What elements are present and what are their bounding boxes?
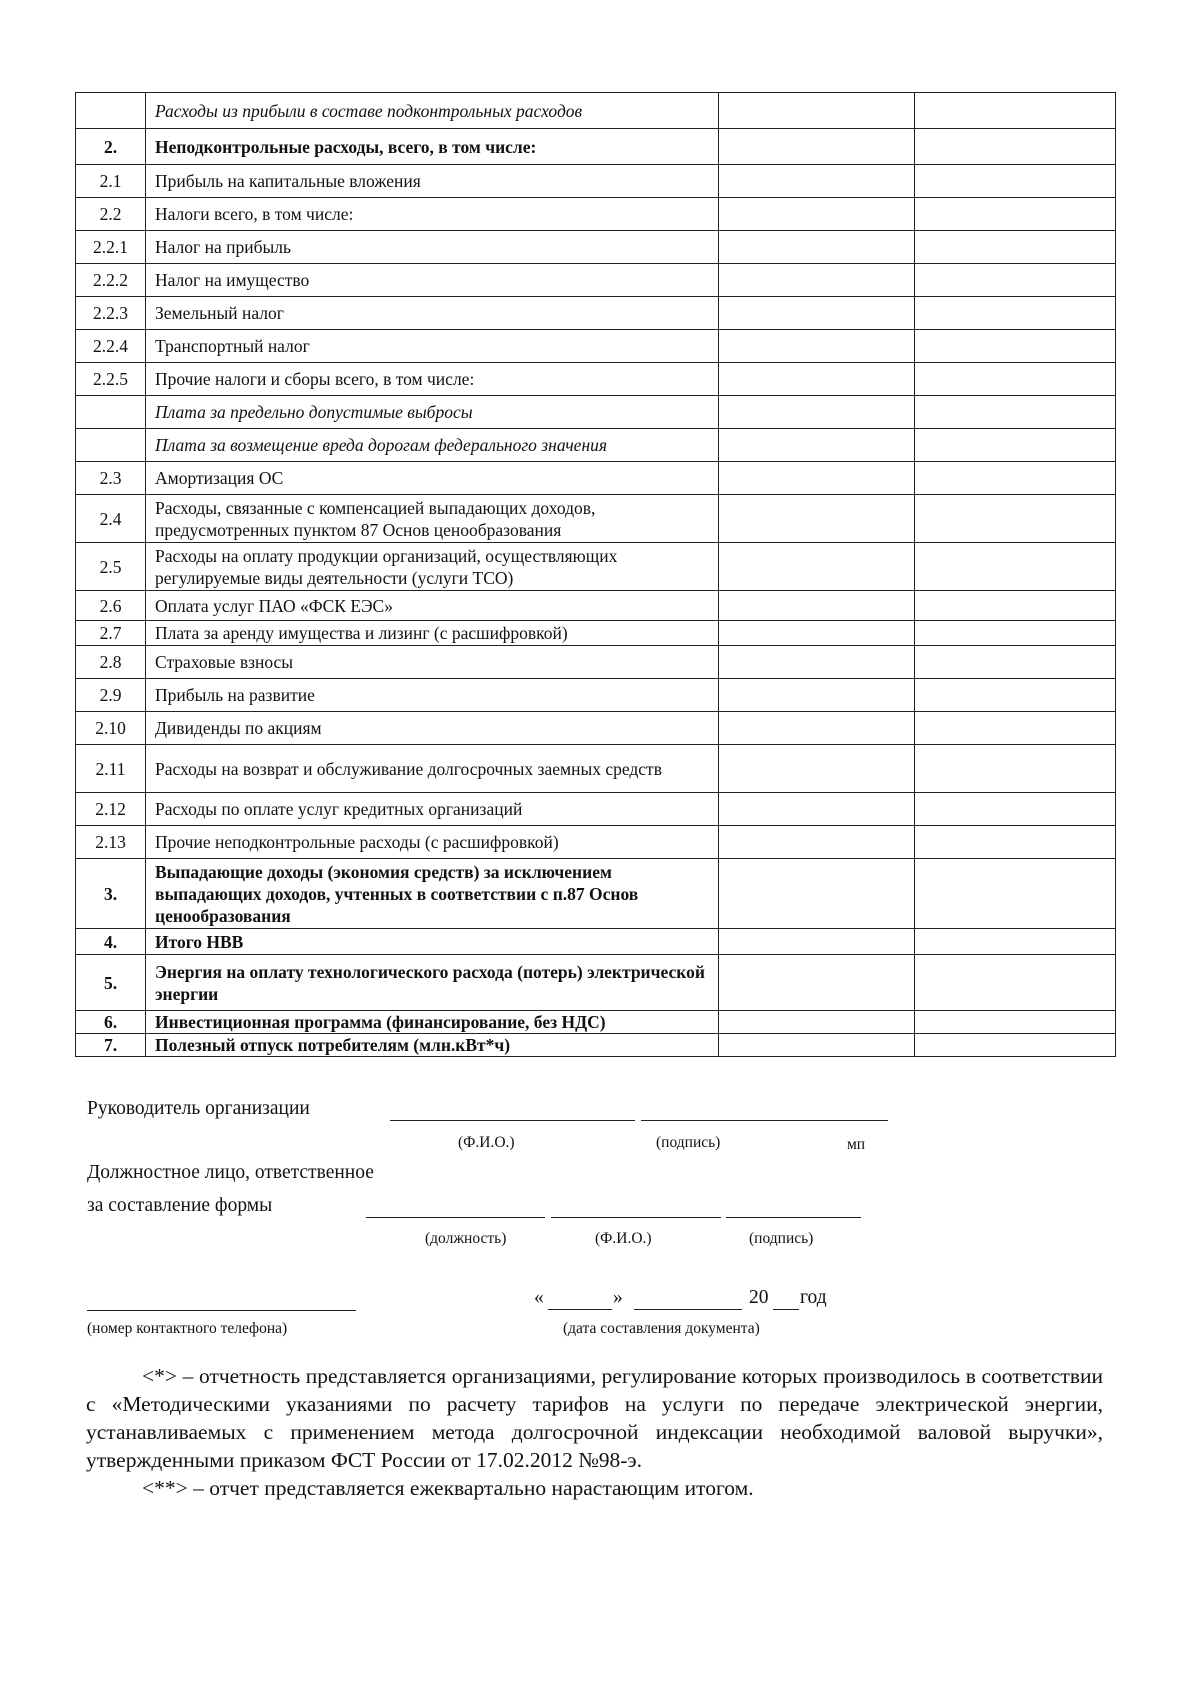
value-cell-1[interactable] [719, 363, 915, 396]
value-cell-1[interactable] [719, 1011, 915, 1034]
footnote-2: <**> – отчет представляется ежеквартально нарастающим итогом. [142, 1476, 754, 1500]
value-cell-2[interactable] [915, 712, 1116, 745]
value-cell-2[interactable] [915, 165, 1116, 198]
report-table-body [76, 93, 1116, 1057]
table-row [76, 793, 1116, 826]
table-row [76, 646, 1116, 679]
row-name: Плата за аренду имущества и лизинг (с расшифровкой) [146, 621, 719, 646]
official-label-line1: Должностное лицо, ответственное [87, 1162, 374, 1183]
official-sign-line[interactable] [726, 1217, 861, 1218]
date-close-quote: » [613, 1287, 623, 1308]
head-fio-caption: (Ф.И.О.) [458, 1134, 515, 1151]
date-day-line[interactable] [548, 1309, 612, 1310]
year-suffix: год [800, 1287, 827, 1308]
value-cell-2[interactable] [915, 429, 1116, 462]
value-cell-1[interactable] [719, 165, 915, 198]
row-number: 2.10 [76, 712, 146, 745]
row-number: 5. [76, 955, 146, 1011]
value-cell-2[interactable] [915, 129, 1116, 165]
row-name: Энергия на оплату технологического расхода (потерь) электрической энергии [146, 955, 719, 1011]
value-cell-2[interactable] [915, 621, 1116, 646]
row-number: 2.2.4 [76, 330, 146, 363]
row-number: 2.11 [76, 745, 146, 793]
value-cell-1[interactable] [719, 429, 915, 462]
value-cell-1[interactable] [719, 679, 915, 712]
row-number: 2.2.2 [76, 264, 146, 297]
row-number: 2.4 [76, 495, 146, 543]
table-row [76, 955, 1116, 1011]
value-cell-1[interactable] [719, 745, 915, 793]
table-row [76, 543, 1116, 591]
row-number: 2.2.5 [76, 363, 146, 396]
row-number: 2.2.1 [76, 231, 146, 264]
report-table [75, 92, 1116, 1057]
table-row [76, 231, 1116, 264]
value-cell-1[interactable] [719, 793, 915, 826]
table-row [76, 495, 1116, 543]
table-row [76, 396, 1116, 429]
row-number: 2. [76, 129, 146, 165]
table-row [76, 93, 1116, 129]
head-fio-line[interactable] [390, 1120, 635, 1121]
value-cell-1[interactable] [719, 264, 915, 297]
table-row [76, 826, 1116, 859]
row-number: 2.2.3 [76, 297, 146, 330]
value-cell-2[interactable] [915, 297, 1116, 330]
row-name: Налоги всего, в том числе: [146, 198, 719, 231]
row-name: Дивиденды по акциям [146, 712, 719, 745]
row-name: Плата за возмещение вреда дорогам федерального значения [146, 429, 719, 462]
row-name: Расходы на оплату продукции организаций, осуществляющих регулируемые виды деятельности (услуги ТСО) [146, 543, 719, 591]
value-cell-1[interactable] [719, 462, 915, 495]
position-caption: (должность) [425, 1230, 507, 1247]
value-cell-2[interactable] [915, 363, 1116, 396]
row-number: 2.2 [76, 198, 146, 231]
value-cell-2[interactable] [915, 93, 1116, 129]
table-row [76, 462, 1116, 495]
row-number [76, 429, 146, 462]
row-number: 2.3 [76, 462, 146, 495]
phone-caption: (номер контактного телефона) [87, 1320, 288, 1337]
official-fio-caption: (Ф.И.О.) [595, 1230, 652, 1247]
row-number: 6. [76, 1011, 146, 1034]
row-number: 7. [76, 1034, 146, 1057]
value-cell-1[interactable] [719, 646, 915, 679]
row-name: Транспортный налог [146, 330, 719, 363]
value-cell-2[interactable] [915, 793, 1116, 826]
row-name: Инвестиционная программа (финансирование, без НДС) [146, 1011, 719, 1034]
table-row [76, 297, 1116, 330]
row-number: 4. [76, 929, 146, 955]
table-row [76, 929, 1116, 955]
value-cell-2[interactable] [915, 955, 1116, 1011]
value-cell-1[interactable] [719, 396, 915, 429]
value-cell-1[interactable] [719, 495, 915, 543]
row-number: 2.5 [76, 543, 146, 591]
value-cell-2[interactable] [915, 396, 1116, 429]
row-name: Итого НВВ [146, 929, 719, 955]
row-name: Выпадающие доходы (экономия средств) за исключением выпадающих доходов, учтенных в соответствии с п.87 Основ ценообразования [146, 859, 719, 929]
date-year-line[interactable] [773, 1309, 799, 1310]
table-row [76, 859, 1116, 929]
year-prefix: 20 [749, 1287, 769, 1308]
row-number [76, 396, 146, 429]
date-open-quote: « [534, 1287, 544, 1308]
row-number: 2.8 [76, 646, 146, 679]
value-cell-1[interactable] [719, 929, 915, 955]
value-cell-2[interactable] [915, 1011, 1116, 1034]
value-cell-1[interactable] [719, 93, 915, 129]
row-name: Полезный отпуск потребителям (млн.кВт*ч) [146, 1034, 719, 1057]
table-row [76, 429, 1116, 462]
date-caption: (дата составления документа) [563, 1320, 760, 1337]
phone-line[interactable] [87, 1310, 356, 1311]
row-name: Расходы на возврат и обслуживание долгосрочных заемных средств [146, 745, 719, 793]
row-name: Расходы по оплате услуг кредитных организаций [146, 793, 719, 826]
row-number: 2.1 [76, 165, 146, 198]
value-cell-2[interactable] [915, 745, 1116, 793]
value-cell-1[interactable] [719, 543, 915, 591]
value-cell-1[interactable] [719, 198, 915, 231]
value-cell-2[interactable] [915, 646, 1116, 679]
row-name: Расходы из прибыли в составе подконтрольных расходов [146, 93, 719, 129]
value-cell-2[interactable] [915, 591, 1116, 621]
row-number: 2.13 [76, 826, 146, 859]
row-number: 2.9 [76, 679, 146, 712]
row-number: 2.12 [76, 793, 146, 826]
table-row [76, 745, 1116, 793]
row-name: Амортизация ОС [146, 462, 719, 495]
table-row [76, 1034, 1116, 1057]
value-cell-2[interactable] [915, 495, 1116, 543]
table-row [76, 363, 1116, 396]
row-name: Налог на прибыль [146, 231, 719, 264]
table-row [76, 591, 1116, 621]
value-cell-2[interactable] [915, 679, 1116, 712]
value-cell-2[interactable] [915, 330, 1116, 363]
row-number [76, 93, 146, 129]
head-sign-line[interactable] [641, 1120, 888, 1121]
row-name: Оплата услуг ПАО «ФСК ЕЭС» [146, 591, 719, 621]
official-fio-line[interactable] [551, 1217, 721, 1218]
value-cell-1[interactable] [719, 330, 915, 363]
row-name: Прибыль на капитальные вложения [146, 165, 719, 198]
head-label: Руководитель организации [87, 1098, 310, 1119]
value-cell-1[interactable] [719, 297, 915, 330]
head-sign-caption: (подпись) [656, 1134, 721, 1151]
table-row [76, 264, 1116, 297]
table-row [76, 198, 1116, 231]
row-name: Прочие неподконтрольные расходы (с расшифровкой) [146, 826, 719, 859]
value-cell-1[interactable] [719, 591, 915, 621]
value-cell-2[interactable] [915, 859, 1116, 929]
value-cell-1[interactable] [719, 231, 915, 264]
value-cell-1[interactable] [719, 712, 915, 745]
value-cell-1[interactable] [719, 955, 915, 1011]
value-cell-2[interactable] [915, 231, 1116, 264]
table-row [76, 129, 1116, 165]
table-row [76, 712, 1116, 745]
row-number: 2.7 [76, 621, 146, 646]
row-name: Неподконтрольные расходы, всего, в том числе: [146, 129, 719, 165]
value-cell-2[interactable] [915, 543, 1116, 591]
official-sign-caption: (подпись) [749, 1230, 814, 1247]
value-cell-1[interactable] [719, 859, 915, 929]
table-row [76, 1011, 1116, 1034]
value-cell-1[interactable] [719, 129, 915, 165]
row-number: 2.6 [76, 591, 146, 621]
value-cell-2[interactable] [915, 264, 1116, 297]
footnote-1: <*> – отчетность представляется организациями, регулирование которых производилось в соответствии с «Методическими указаниями по расчету тарифов на услуги по передаче электрической энергии, устанавливаемых с применением метода долгосрочной индексации необходимой валовой выручки», утвержденными приказом ФСТ России от 17.02.2012 №98-э. [86, 1364, 1103, 1472]
official-position-line[interactable] [366, 1217, 545, 1218]
row-name: Страховые взносы [146, 646, 719, 679]
value-cell-1[interactable] [719, 621, 915, 646]
value-cell-2[interactable] [915, 929, 1116, 955]
value-cell-2[interactable] [915, 198, 1116, 231]
row-name: Налог на имущество [146, 264, 719, 297]
table-row [76, 165, 1116, 198]
value-cell-1[interactable] [719, 1034, 915, 1057]
row-number: 3. [76, 859, 146, 929]
row-name: Плата за предельно допустимые выбросы [146, 396, 719, 429]
date-month-line[interactable] [634, 1309, 742, 1310]
row-name: Расходы, связанные с компенсацией выпадающих доходов, предусмотренных пунктом 87 Основ ценообразования [146, 495, 719, 543]
table-row [76, 679, 1116, 712]
footnotes [86, 1362, 1103, 1502]
value-cell-2[interactable] [915, 462, 1116, 495]
mp-caption: мп [847, 1136, 866, 1153]
row-name: Прибыль на развитие [146, 679, 719, 712]
value-cell-2[interactable] [915, 826, 1116, 859]
value-cell-1[interactable] [719, 826, 915, 859]
row-name: Прочие налоги и сборы всего, в том числе: [146, 363, 719, 396]
value-cell-2[interactable] [915, 1034, 1116, 1057]
table-row [76, 621, 1116, 646]
official-label-line2: за составление формы [87, 1195, 273, 1216]
table-row [76, 330, 1116, 363]
row-name: Земельный налог [146, 297, 719, 330]
